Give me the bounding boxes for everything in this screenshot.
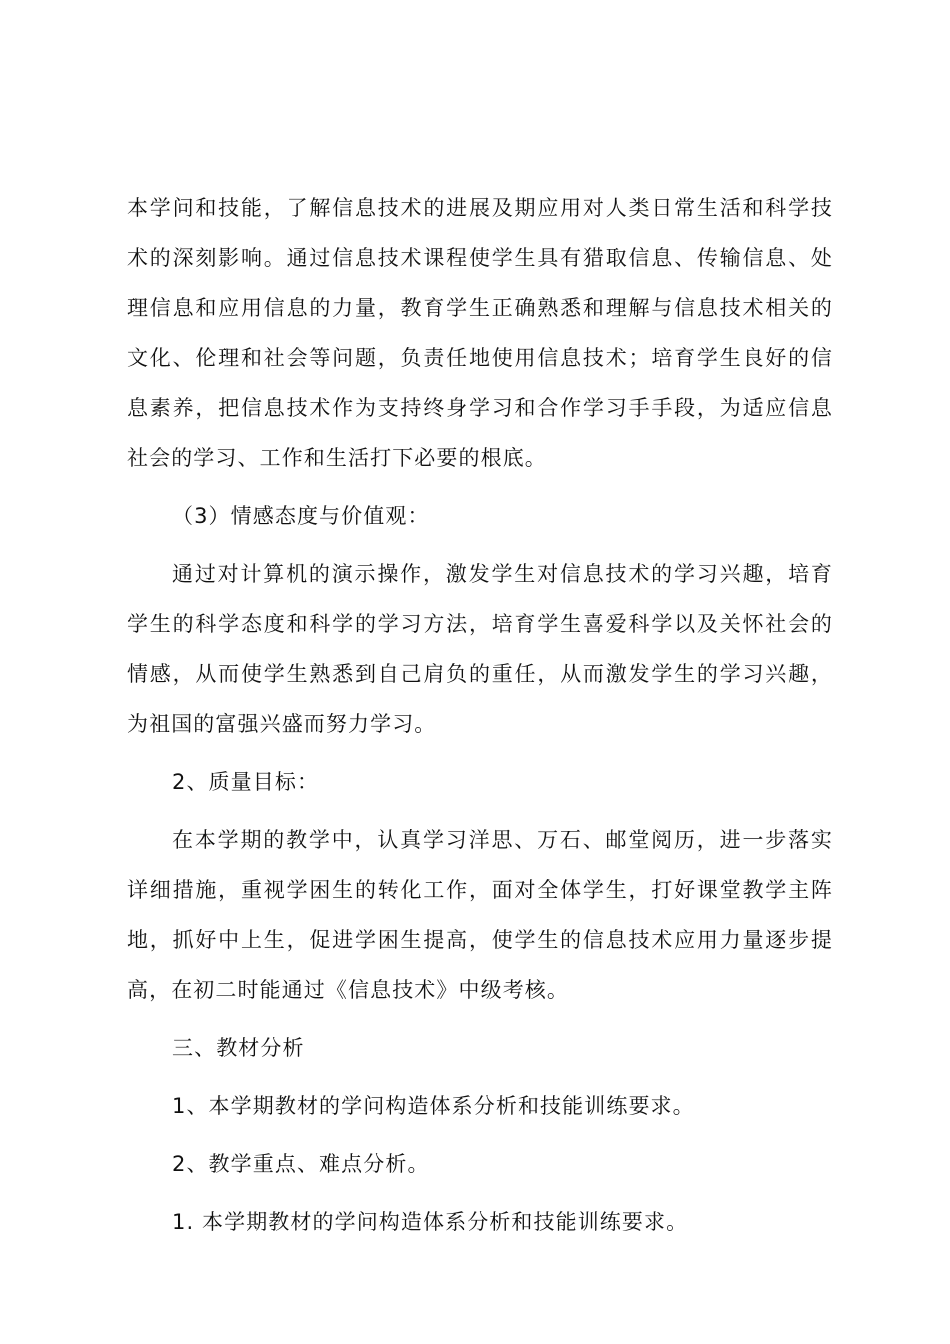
heading-quality-goals: 2、质量目标： <box>172 770 320 794</box>
list-item-key-difficult-points: 2、教学重点、难点分析。 <box>172 1152 430 1176</box>
list-item-knowledge-structure-repeat: 1. 本学期教材的学问构造体系分析和技能训练要求。 <box>172 1210 689 1234</box>
document-body <box>127 183 833 1247</box>
paragraph-quality-goals: 在本学期的教学中，认真学习洋思、万石、邮堂阅历，进一步落实详细措施，重视学困生的转化工作，面对全体学生，打好课堂教学主阵地，抓好中上生，促进学困生提高，使学生的信息技术应用力量逐步提高，在初二时能通过《信息技术》中级考核。 <box>127 828 833 1002</box>
paragraph-emotion-goals: 通过对计算机的演示操作，激发学生对信息技术的学习兴趣，培育学生的科学态度和科学的学习方法，培育学生喜爱科学以及关怀社会的情感，从而使学生熟悉到自己肩负的重任，从而激发学生的学习兴趣，为祖国的富强兴盛而努力学习。 <box>127 562 833 736</box>
heading-textbook-analysis: 三、教材分析 <box>172 1036 305 1060</box>
paragraph-continued-text: 本学问和技能，了解信息技术的进展及期应用对人类日常生活和科学技术的深刻影响。通过信息技术课程使学生具有猎取信息、传输信息、处理信息和应用信息的力量，教育学生正确熟悉和理解与信息技术相关的文化、伦理和社会等问题，负责任地使用信息技术；培育学生良好的信息素养，把信息技术作为支持终身学习和合作学习手手段，为适应信息社会的学习、工作和生活打下必要的根底。 <box>127 196 833 470</box>
list-item-knowledge-structure: 1、本学期教材的学问构造体系分析和技能训练要求。 <box>172 1094 695 1118</box>
heading-emotion-attitude-values: （3）情感态度与价值观： <box>172 504 430 528</box>
